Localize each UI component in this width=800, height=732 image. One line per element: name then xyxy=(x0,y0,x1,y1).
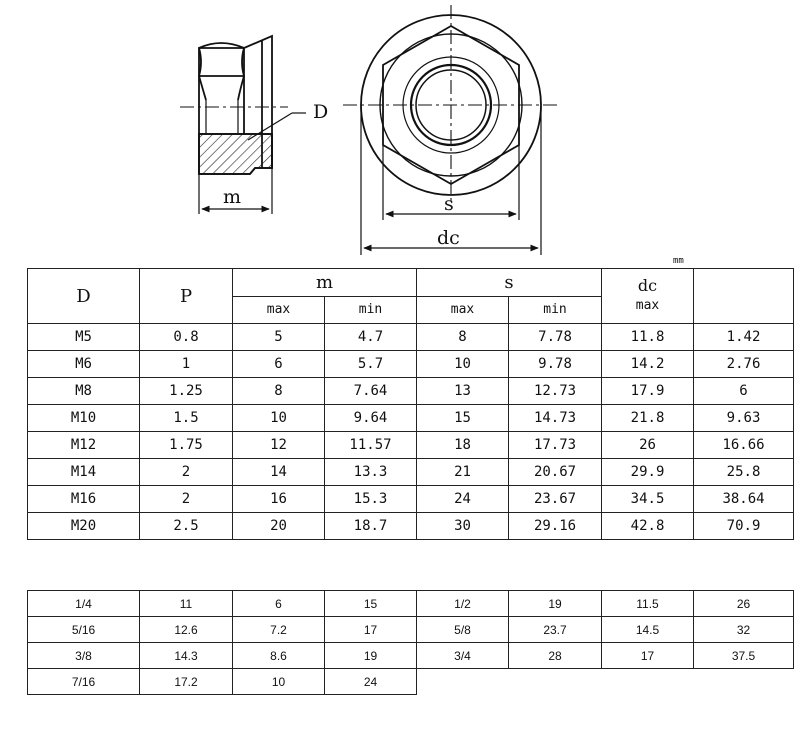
table-cell: 70.9 xyxy=(694,513,794,540)
table-cell: 1.75 xyxy=(140,432,233,459)
table-cell: 11 xyxy=(140,591,233,617)
table-cell: M10 xyxy=(28,405,140,432)
table-cell: 3/8 xyxy=(28,643,140,669)
table-cell: 12.6 xyxy=(140,617,233,643)
table-cell: 11.5 xyxy=(602,591,694,617)
table-cell: 8 xyxy=(233,378,325,405)
table-row xyxy=(28,324,794,351)
empty-cell xyxy=(602,669,694,695)
table-cell: 16 xyxy=(233,486,325,513)
table-cell: 42.8 xyxy=(602,513,694,540)
empty-cell xyxy=(694,669,794,695)
table-cell: 8.6 xyxy=(233,643,325,669)
table-cell: 7.2 xyxy=(233,617,325,643)
table-cell: 5.7 xyxy=(325,351,417,378)
table-cell: 26 xyxy=(602,432,694,459)
table-cell: 1.5 xyxy=(140,405,233,432)
table-cell: 21 xyxy=(417,459,509,486)
table-cell: 7.78 xyxy=(509,324,602,351)
table-cell: 5/16 xyxy=(28,617,140,643)
table-cell: M14 xyxy=(28,459,140,486)
table-cell: 11.8 xyxy=(602,324,694,351)
table-row xyxy=(28,486,794,513)
header-P: P xyxy=(140,269,233,324)
table-row xyxy=(28,459,794,486)
table-cell: 18 xyxy=(417,432,509,459)
table-cell: 37.5 xyxy=(694,643,794,669)
table-cell: 4.7 xyxy=(325,324,417,351)
table-cell: 38.64 xyxy=(694,486,794,513)
table-cell: 28 xyxy=(509,643,602,669)
table-cell: 10 xyxy=(233,405,325,432)
table-cell: 17.73 xyxy=(509,432,602,459)
table-cell: 12 xyxy=(233,432,325,459)
table-cell: 6 xyxy=(233,351,325,378)
label-m: m xyxy=(223,186,242,208)
table-cell: 2 xyxy=(140,459,233,486)
table-cell: 15.3 xyxy=(325,486,417,513)
table-row xyxy=(28,591,794,617)
table-cell: 0.8 xyxy=(140,324,233,351)
table-cell: 9.78 xyxy=(509,351,602,378)
table-cell: 10 xyxy=(233,669,325,695)
header-s: s xyxy=(417,269,602,297)
header-blank xyxy=(694,269,794,324)
table-row xyxy=(28,643,794,669)
table-row xyxy=(28,378,794,405)
table-row xyxy=(28,617,794,643)
table-cell: 14.73 xyxy=(509,405,602,432)
table-cell: 14.5 xyxy=(602,617,694,643)
table-cell: 24 xyxy=(417,486,509,513)
table-cell: 15 xyxy=(417,405,509,432)
table-cell: 29.16 xyxy=(509,513,602,540)
table-cell: 7.64 xyxy=(325,378,417,405)
table-cell: 6 xyxy=(233,591,325,617)
table-row xyxy=(28,669,794,695)
table-cell: 12.73 xyxy=(509,378,602,405)
table-cell: 6 xyxy=(694,378,794,405)
flange-nut-drawing xyxy=(0,0,800,268)
table-cell: 17.2 xyxy=(140,669,233,695)
header-m-max: max xyxy=(233,296,325,324)
label-s: s xyxy=(444,193,454,215)
table-cell: M5 xyxy=(28,324,140,351)
table-cell: 1.42 xyxy=(694,324,794,351)
table-cell: 32 xyxy=(694,617,794,643)
table-cell: 34.5 xyxy=(602,486,694,513)
table-row xyxy=(28,513,794,540)
table-cell: 14 xyxy=(233,459,325,486)
table-cell: 23.7 xyxy=(509,617,602,643)
table-cell: 25.8 xyxy=(694,459,794,486)
table-cell: 10 xyxy=(417,351,509,378)
table-cell: 14.2 xyxy=(602,351,694,378)
label-dc: dc xyxy=(437,227,460,249)
table-row xyxy=(28,405,794,432)
table-cell: 17 xyxy=(602,643,694,669)
table-cell: M8 xyxy=(28,378,140,405)
table-cell: 1/4 xyxy=(28,591,140,617)
imperial-spec-table xyxy=(27,590,794,695)
table-cell: 2.5 xyxy=(140,513,233,540)
table-cell: 2 xyxy=(140,486,233,513)
header-dc-max: max xyxy=(635,298,660,313)
metric-spec-table xyxy=(27,268,794,540)
table-cell: M6 xyxy=(28,351,140,378)
header-m-min: min xyxy=(325,296,417,324)
table-cell: 23.67 xyxy=(509,486,602,513)
table-cell: M12 xyxy=(28,432,140,459)
table-cell: 7/16 xyxy=(28,669,140,695)
table-cell: 13.3 xyxy=(325,459,417,486)
table-cell: 1 xyxy=(140,351,233,378)
table-cell: 20.67 xyxy=(509,459,602,486)
unit-label: mm xyxy=(673,256,684,266)
table-cell: 2.76 xyxy=(694,351,794,378)
table-cell: 1/2 xyxy=(417,591,509,617)
table-cell: 14.3 xyxy=(140,643,233,669)
side-view xyxy=(199,36,306,214)
table-cell: 8 xyxy=(417,324,509,351)
header-dc xyxy=(602,269,694,324)
table-cell: 21.8 xyxy=(602,405,694,432)
table-cell: 9.63 xyxy=(694,405,794,432)
table-cell: 24 xyxy=(325,669,417,695)
table-cell: 20 xyxy=(233,513,325,540)
table-row xyxy=(28,432,794,459)
table-cell: 16.66 xyxy=(694,432,794,459)
table-cell: 15 xyxy=(325,591,417,617)
table-cell: 17.9 xyxy=(602,378,694,405)
empty-cell xyxy=(417,669,509,695)
header-s-min: min xyxy=(509,296,602,324)
table-cell: 5 xyxy=(233,324,325,351)
table-cell: M16 xyxy=(28,486,140,513)
header-s-max: max xyxy=(417,296,509,324)
table-row xyxy=(28,351,794,378)
table-cell: 17 xyxy=(325,617,417,643)
table-cell: 1.25 xyxy=(140,378,233,405)
table-cell: 19 xyxy=(509,591,602,617)
table-cell: M20 xyxy=(28,513,140,540)
table-cell: 3/4 xyxy=(417,643,509,669)
empty-cell xyxy=(509,669,602,695)
table-cell: 13 xyxy=(417,378,509,405)
header-m: m xyxy=(233,269,417,297)
table-cell: 11.57 xyxy=(325,432,417,459)
table-cell: 29.9 xyxy=(602,459,694,486)
label-D: D xyxy=(313,101,329,123)
table-cell: 9.64 xyxy=(325,405,417,432)
table-cell: 30 xyxy=(417,513,509,540)
table-cell: 5/8 xyxy=(417,617,509,643)
header-D: D xyxy=(28,269,140,324)
table-cell: 18.7 xyxy=(325,513,417,540)
table-cell: 19 xyxy=(325,643,417,669)
table-cell: 26 xyxy=(694,591,794,617)
header-dc-label: dc xyxy=(637,276,658,295)
